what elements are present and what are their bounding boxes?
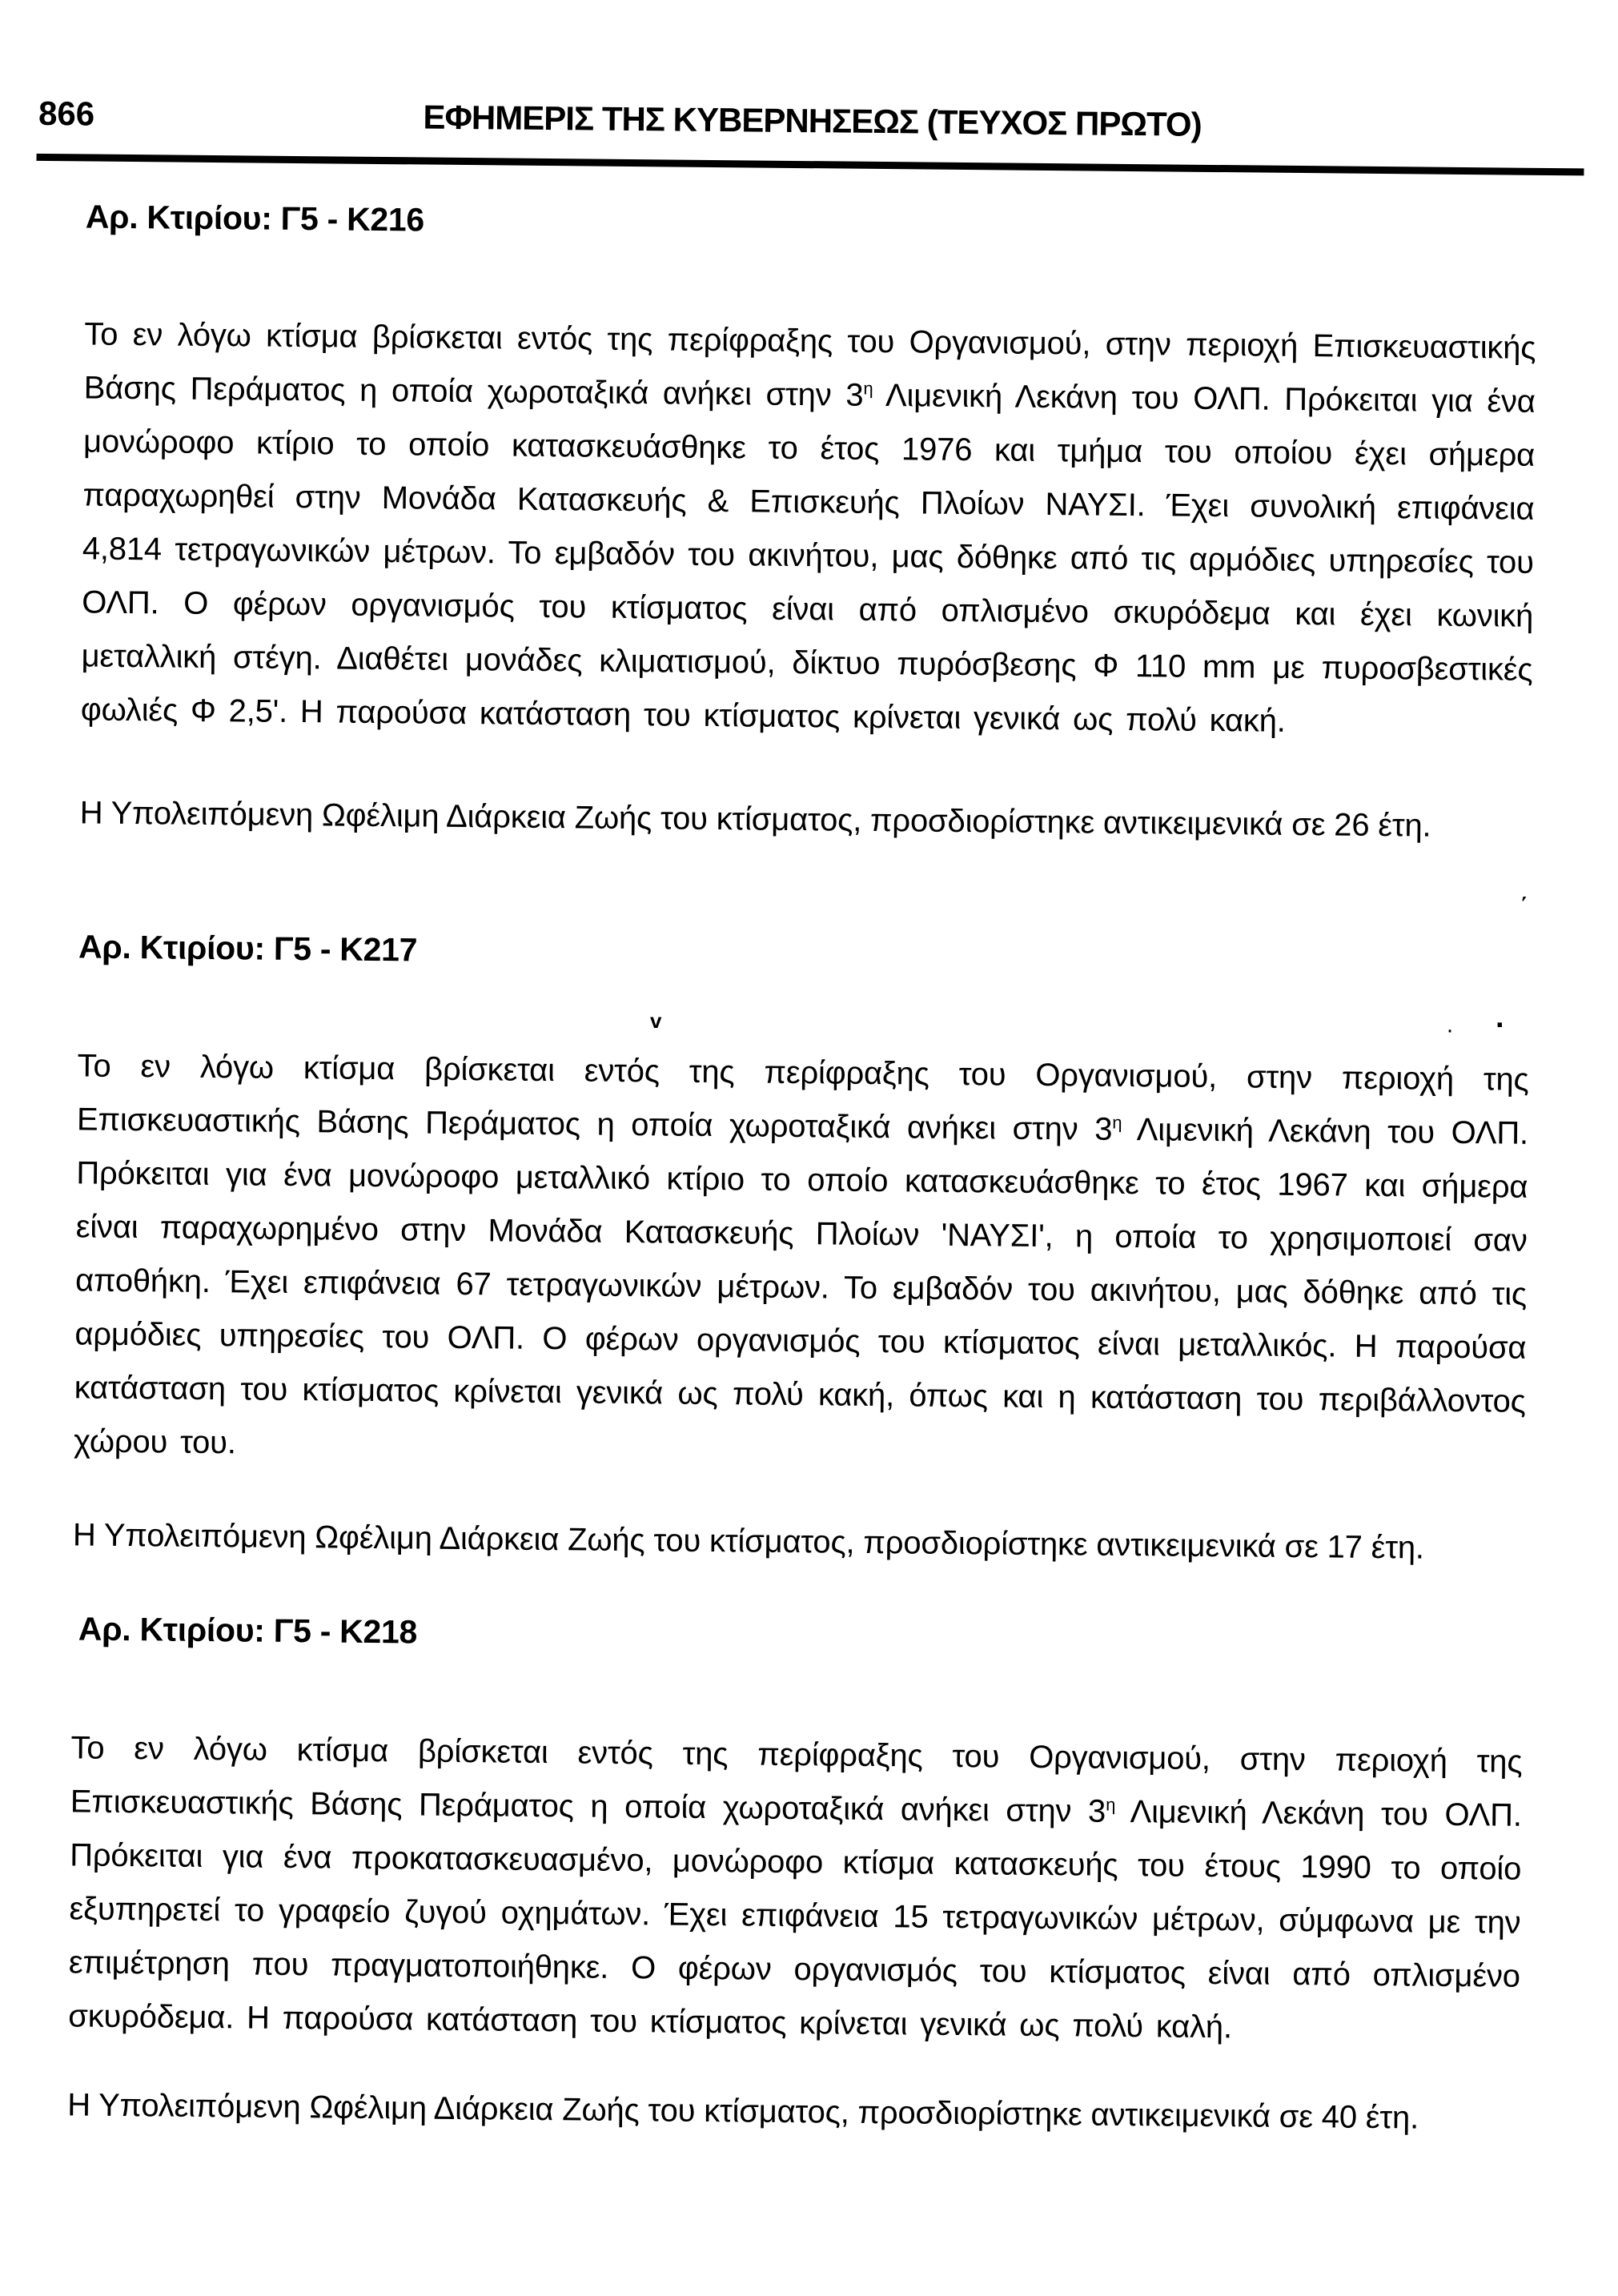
scan-artifact: ΄ (1520, 893, 1529, 924)
page-number: 866 (38, 94, 95, 133)
building-section (73, 928, 1531, 1575)
building-description: Το εν λόγω κτίσμα βρίσκεται εντός της περίφραξης του Οργανισμού, στην περιοχή Επισκευαστικής Βάσης Περάματος η οποία χωροταξικά ανήκει στην $3^\eta$ Λιμενική Λεκάνη του ΟΛΠ. Πρόκειται για ένα μονώροφο κτίριο το οποίο κατασκευάσθηκε το έτος 1976 και τμήμα του οποίου έχει σήμερα παραχωρηθεί στην Μονάδα Κατασκευής & Επισκευής Πλοίων ΝΑΥΣΙ. Έχει συνολική επιφάνεια 4,814 τετραγωνικών μέτρων. Το εμβαδόν του ακινήτου, μας δόθηκε από τις αρμόδιες υπηρεσίες του ΟΛΠ. Ο φέρων οργανισμός του κτίσματος είναι από οπλισμένο σκυρόδεμα και έχει κωνική μεταλλική στέγη. Διαθέτει μονάδες κλιματισμού, δίκτυο πυρόσβεσης Φ 110 mm με πυροσβεστικές φωλιές Φ 2,5'. Η παρούσα κατάσταση του κτίσματος κρίνεται γενικά ως πολύ κακή. (80, 316, 1536, 739)
building-number-heading: Αρ. Κτιρίου: Γ5 - Κ217 (78, 928, 418, 969)
building-number-heading: Αρ. Κτιρίου: Γ5 - Κ216 (85, 198, 425, 239)
page-header (38, 0, 1540, 153)
page-title: ΕΦΗΜΕΡΙΣ ΤΗΣ ΚΥΒΕΡΝΗΣΕΩΣ (ΤΕΥΧΟΣ ΠΡΩΤΟ) (423, 98, 1202, 143)
building-section (67, 1610, 1524, 2145)
sections-container (67, 198, 1537, 2145)
header-rule (37, 154, 1584, 176)
scan-artifact: · (1446, 1017, 1454, 1043)
building-description: Το εν λόγω κτίσμα βρίσκεται εντός της περίφραξης του Οργανισμού, στην περιοχή της Επισκευαστικής Βάσης Περάματος η οποία χωροταξικά ανήκει στην $3^\eta$ Λιμενική Λεκάνη του ΟΛΠ. Πρόκειται για ένα προκατασκευασμένο, μονώροφο κτίσμα κατασκευής του έτους 1990 το οποίο εξυπηρετεί το γραφείο ζυγού οχημάτων. Έχει επιφάνεια 15 τετραγωνικών μέτρων, σύμφωνα με την επιμέτρηση που πραγματοποιήθηκε. Ο φέρων οργανισμός του κτίσματος είναι από οπλισμένο σκυρόδεμα. Η παρούσα κατάσταση του κτίσματος κρίνεται γενικά ως πολύ καλή. (68, 1730, 1523, 2045)
building-description: Το εν λόγω κτίσμα βρίσκεται εντός της περίφραξης του Οργανισμού, στην περιοχή της Επισκευαστικής Βάσης Περάματος η οποία χωροταξικά ανήκει στην $3^\eta$ Λιμενική Λεκάνη του ΟΛΠ. Πρόκειται για ένα μονώροφο μεταλλικό κτίριο το οποίο κατασκευάσθηκε το έτος 1967 και σήμερα είναι παραχωρημένο στην Μονάδα Κατασκευής Πλοίων 'ΝΑΥΣΙ', η οποία το χρησιμοποιεί σαν αποθήκη. Έχει επιφάνεια 67 τετραγωνικών μέτρων. Το εμβαδόν του ακινήτου, μας δόθηκε από τις αρμόδιες υπηρεσίες του ΟΛΠ. Ο φέρων οργανισμός του κτίσματος είναι μεταλλικός. Η παρούσα κατάσταση του κτίσματος κρίνεται γενικά ως πολύ κακή, όπως και η κατάσταση του περιβάλλοντος χώρου του. (73, 1048, 1529, 1461)
building-number-heading: Αρ. Κτιρίου: Γ5 - Κ218 (78, 1610, 418, 1651)
remaining-life-text: Η Υπολειπόμενη Ωφέλιμη Διάρκεια Ζωής του κτίσματος, προσδιορίστηκε αντικειμενικά σε 17 έτη. (72, 1517, 1425, 1566)
remaining-life-text: Η Υπολειπόμενη Ωφέλιμη Διάρκεια Ζωής του κτίσματος, προσδιορίστηκε αντικειμενικά σε 26 έτη. (79, 795, 1431, 844)
scan-artifact: v (650, 1009, 662, 1033)
building-section (79, 198, 1537, 853)
remaining-life-text: Η Υπολειπόμενη Ωφέλιμη Διάρκεια Ζωής του κτίσματος, προσδιορίστηκε αντικειμενικά σε 40 έτη. (66, 2087, 1419, 2136)
scan-artifact: · (1496, 1009, 1506, 1042)
